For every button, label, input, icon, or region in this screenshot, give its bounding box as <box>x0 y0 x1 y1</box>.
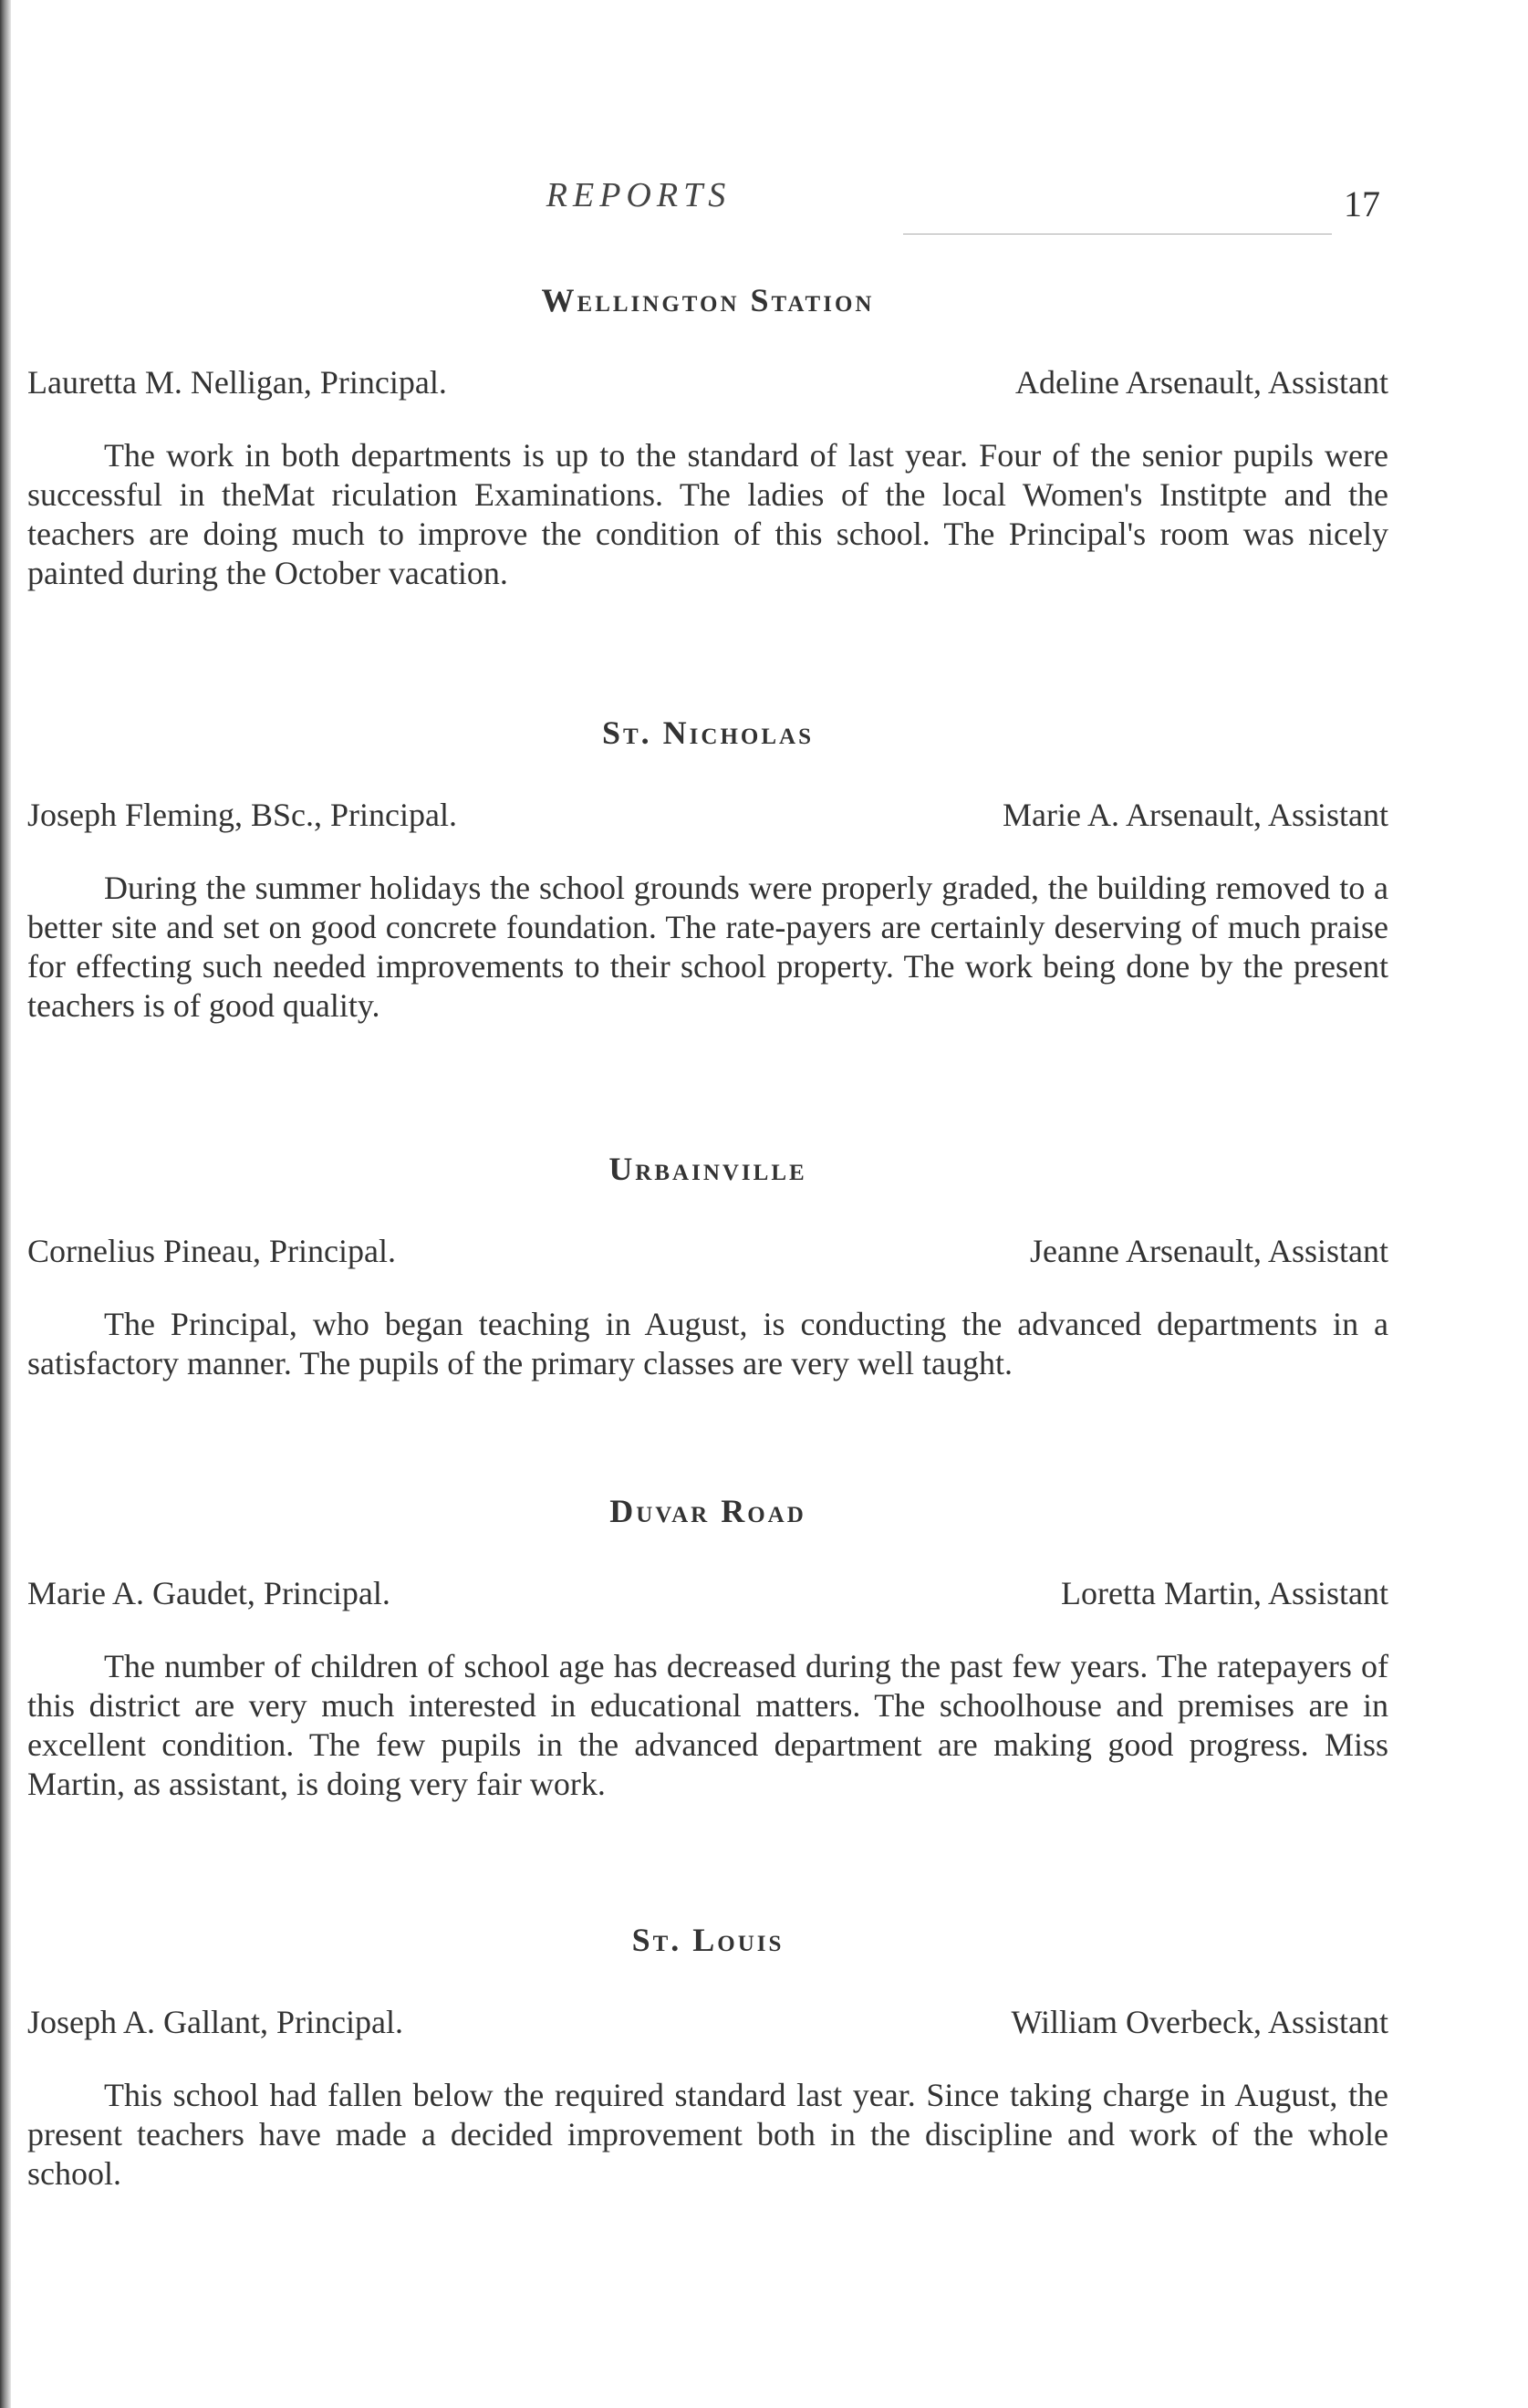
assistant-name: Marie A. Arsenault, Assistant <box>1003 797 1388 833</box>
section-urbainville <box>27 1150 1388 1383</box>
page-binding-edge <box>0 0 11 2408</box>
page-number: 17 <box>1344 183 1380 224</box>
staff-line <box>27 796 1388 834</box>
section-wellington-station <box>27 281 1388 593</box>
section-st-louis <box>27 1921 1388 2194</box>
section-title: St. Nicholas <box>601 714 814 751</box>
principal-name: Lauretta M. Nelligan, Principal. <box>27 364 447 401</box>
section-title: Wellington Station <box>541 282 875 318</box>
principal-name: Marie A. Gaudet, Principal. <box>27 1575 390 1611</box>
section-body: The Principal, who began teaching in August, is conducting the advanced departments in a satisfactory manner. The pupils of the primary classes are very well taught. <box>27 1306 1388 1381</box>
staff-line <box>27 2003 1388 2041</box>
section-duvar-road <box>27 1492 1388 1804</box>
section-body: During the summer holidays the school grounds were properly graded, the building removed to a better site and set on good concrete foundation. The rate-payers are certainly deserving of much praise for effecting such needed improvements to their school property. The work being done by the present teachers is of good quality. <box>27 870 1388 1024</box>
section-st-nicholas <box>27 714 1388 1026</box>
principal-name: Joseph Fleming, BSc., Principal. <box>27 797 457 833</box>
section-title: Urbainville <box>608 1151 807 1187</box>
principal-name: Cornelius Pineau, Principal. <box>27 1233 396 1269</box>
staff-line <box>27 363 1388 401</box>
principal-name: Joseph A. Gallant, Principal. <box>27 2004 403 2040</box>
staff-line <box>27 1574 1388 1612</box>
running-title: REPORTS <box>546 176 732 214</box>
assistant-name: William Overbeck, Assistant <box>1011 2004 1388 2040</box>
section-body: The work in both departments is up to the standard of last year. Four of the senior pupils were successful in theMat riculation Examinations. The ladies of the local Women's Institpte and the teachers are doing much to improve the condition of this school. The Principal's room was nicely painted during the October vacation. <box>27 437 1388 591</box>
header-rule <box>903 234 1332 235</box>
assistant-name: Loretta Martin, Assistant <box>1061 1575 1388 1611</box>
section-title: Duvar Road <box>609 1493 806 1529</box>
section-body: This school had fallen below the required standard last year. Since taking charge in August, the present teachers have made a decided improvement both in the discipline and work of the whole school. <box>27 2077 1388 2192</box>
staff-line <box>27 1232 1388 1270</box>
section-title: St. Louis <box>631 1922 785 1958</box>
assistant-name: Adeline Arsenault, Assistant <box>1015 364 1388 401</box>
assistant-name: Jeanne Arsenault, Assistant <box>1030 1233 1388 1269</box>
section-body: The number of children of school age has decreased during the past few years. The ratepayers of this district are very much interested in educational matters. The schoolhouse and premises are in excellent condition. The few pupils in the advanced department are making good progress. Miss Martin, as assistant, is doing very fair work. <box>27 1648 1388 1802</box>
